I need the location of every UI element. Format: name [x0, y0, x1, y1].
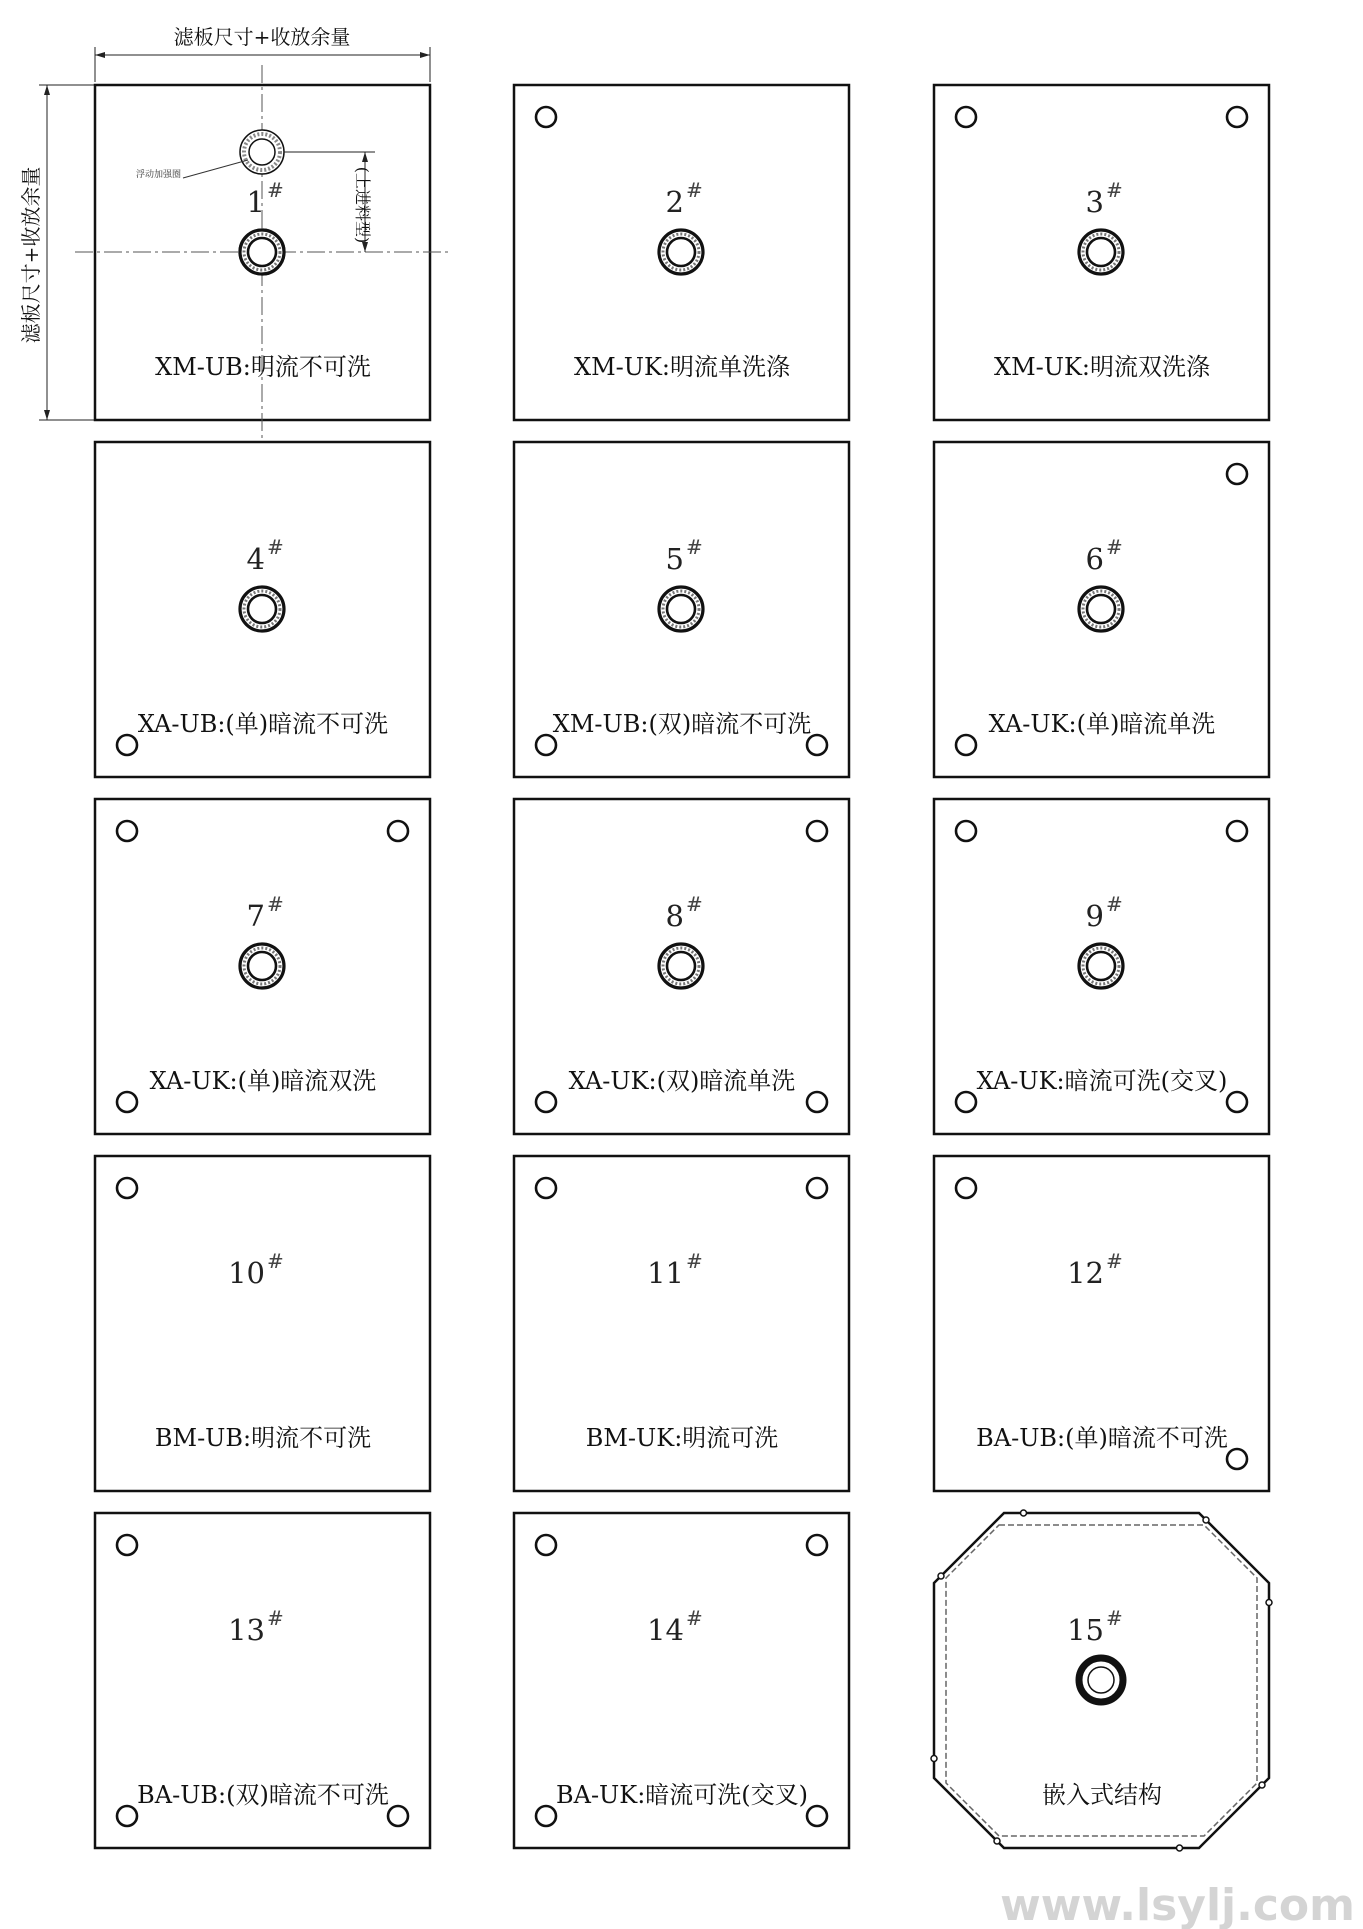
plate-number-value: 15 — [1067, 1613, 1104, 1647]
center-feed-ring — [1079, 587, 1123, 631]
plate-caption: XA-UK:(单)暗流单洗 — [988, 710, 1216, 738]
plate-number-value: 3 — [1085, 185, 1104, 219]
plate-number-value: 4 — [246, 542, 265, 576]
plate-8 — [514, 799, 849, 1134]
plate-number — [1067, 1613, 1104, 1647]
plate-number — [666, 185, 684, 219]
plate-number-suffix: # — [267, 178, 284, 202]
plate-number-suffix: # — [686, 178, 703, 202]
notch-mark — [1021, 1510, 1027, 1516]
plate-caption: BM-UB:明流不可洗 — [154, 1424, 372, 1452]
plate-grid — [75, 65, 1272, 1851]
plate-12 — [934, 1156, 1269, 1491]
plate-caption: XA-UB:(单)暗流不可洗 — [137, 710, 389, 738]
plate-5 — [514, 442, 849, 777]
plate-number — [666, 542, 684, 576]
plate-number-suffix: # — [1106, 892, 1123, 916]
plate-caption: XM-UK:明流单洗涤 — [573, 353, 791, 381]
plate-number — [1086, 899, 1104, 933]
notch-mark — [1266, 1600, 1272, 1606]
plate-15 — [931, 1510, 1272, 1851]
plate-number-value: 14 — [647, 1613, 684, 1647]
plate-number-suffix: # — [267, 1249, 284, 1273]
watermark-text: www.lsylj.com — [1000, 1880, 1355, 1929]
notch-mark — [994, 1838, 1000, 1844]
plate-number-value: 7 — [246, 899, 265, 933]
center-feed-ring — [240, 944, 284, 988]
center-feed-ring — [1079, 1658, 1123, 1702]
plate-caption: XM-UB:(双)暗流不可洗 — [552, 710, 812, 738]
plate-number-suffix: # — [267, 535, 284, 559]
left-dimension-label: 滤板尺寸+收放余量 — [19, 166, 43, 344]
plate-number-suffix: # — [686, 1606, 703, 1630]
plate-6 — [934, 442, 1269, 777]
plate-number-suffix: # — [686, 892, 703, 916]
plate-number-suffix: # — [686, 1249, 703, 1273]
plate-2 — [514, 85, 849, 420]
plate-caption: XM-UB:明流不可洗 — [155, 353, 371, 381]
plate-caption: BA-UB:(单)暗流不可洗 — [976, 1424, 1228, 1452]
plate-caption: BA-UK:暗流可洗(交叉) — [555, 1781, 809, 1809]
plate-number — [647, 1256, 684, 1290]
plate-number-value: 12 — [1067, 1256, 1104, 1290]
plate-number-suffix: # — [1106, 178, 1123, 202]
plate-number — [247, 899, 265, 933]
plate-number-suffix: # — [1106, 1249, 1123, 1273]
plate-number-value: 9 — [1085, 899, 1104, 933]
plate-3 — [934, 85, 1269, 420]
plate-caption: XA-UK:(单)暗流双洗 — [149, 1067, 377, 1095]
notch-mark — [938, 1573, 944, 1579]
plate-number-value: 1 — [246, 185, 265, 219]
plate-number — [1086, 185, 1104, 219]
plate-caption: XA-UK:暗流可洗(交叉) — [976, 1067, 1228, 1095]
center-feed-ring — [659, 944, 703, 988]
plate-number — [1067, 1256, 1104, 1290]
plate-11 — [514, 1156, 849, 1491]
plate-caption: BM-UK:明流可洗 — [585, 1424, 779, 1452]
plate-1 — [75, 65, 450, 440]
plate-number-value: 10 — [228, 1256, 265, 1290]
plate-number — [228, 1256, 265, 1290]
plate-number-value: 6 — [1085, 542, 1104, 576]
plate-number — [247, 542, 265, 576]
center-feed-ring — [659, 587, 703, 631]
notch-mark — [1177, 1845, 1183, 1851]
center-feed-ring — [1079, 230, 1123, 274]
plate-number — [666, 899, 684, 933]
plate-4 — [95, 442, 430, 777]
plate-caption: XA-UK:(双)暗流单洗 — [568, 1067, 796, 1095]
plate-number-value: 8 — [665, 899, 684, 933]
plate-number-value: 2 — [665, 185, 684, 219]
plate-number-suffix: # — [267, 892, 284, 916]
center-feed-ring — [659, 230, 703, 274]
plate-9 — [934, 799, 1269, 1134]
plate-number — [647, 1613, 684, 1647]
center-feed-ring — [240, 587, 284, 631]
plate-number-suffix: # — [1106, 1606, 1123, 1630]
notch-mark — [1203, 1517, 1209, 1523]
plate-13 — [95, 1513, 430, 1848]
plate-number-suffix: # — [1106, 535, 1123, 559]
center-feed-ring — [1079, 944, 1123, 988]
plate-14 — [514, 1513, 849, 1848]
plate-number — [228, 1613, 265, 1647]
feed-dim-label: (上进料型) — [353, 166, 372, 244]
center-feed-ring — [240, 230, 284, 274]
plate-number-value: 5 — [665, 542, 684, 576]
plate-number-value: 13 — [228, 1613, 265, 1647]
plate-number-suffix: # — [686, 535, 703, 559]
plate-number-value: 11 — [647, 1256, 684, 1290]
plate-caption: XM-UK:明流双洗涤 — [993, 353, 1211, 381]
notch-mark — [1259, 1782, 1265, 1788]
top-feed-port — [240, 130, 284, 174]
plate-caption: 嵌入式结构 — [1042, 1781, 1162, 1809]
notch-mark — [931, 1756, 937, 1762]
plate-number — [1086, 542, 1104, 576]
plate-10 — [95, 1156, 430, 1491]
plate-caption: BA-UB:(双)暗流不可洗 — [137, 1781, 389, 1809]
plate-number-suffix: # — [267, 1606, 284, 1630]
top-dimension-label: 滤板尺寸+收放余量 — [173, 25, 351, 49]
note-label: 浮动加强圈 — [135, 170, 181, 180]
plate-7 — [95, 799, 430, 1134]
